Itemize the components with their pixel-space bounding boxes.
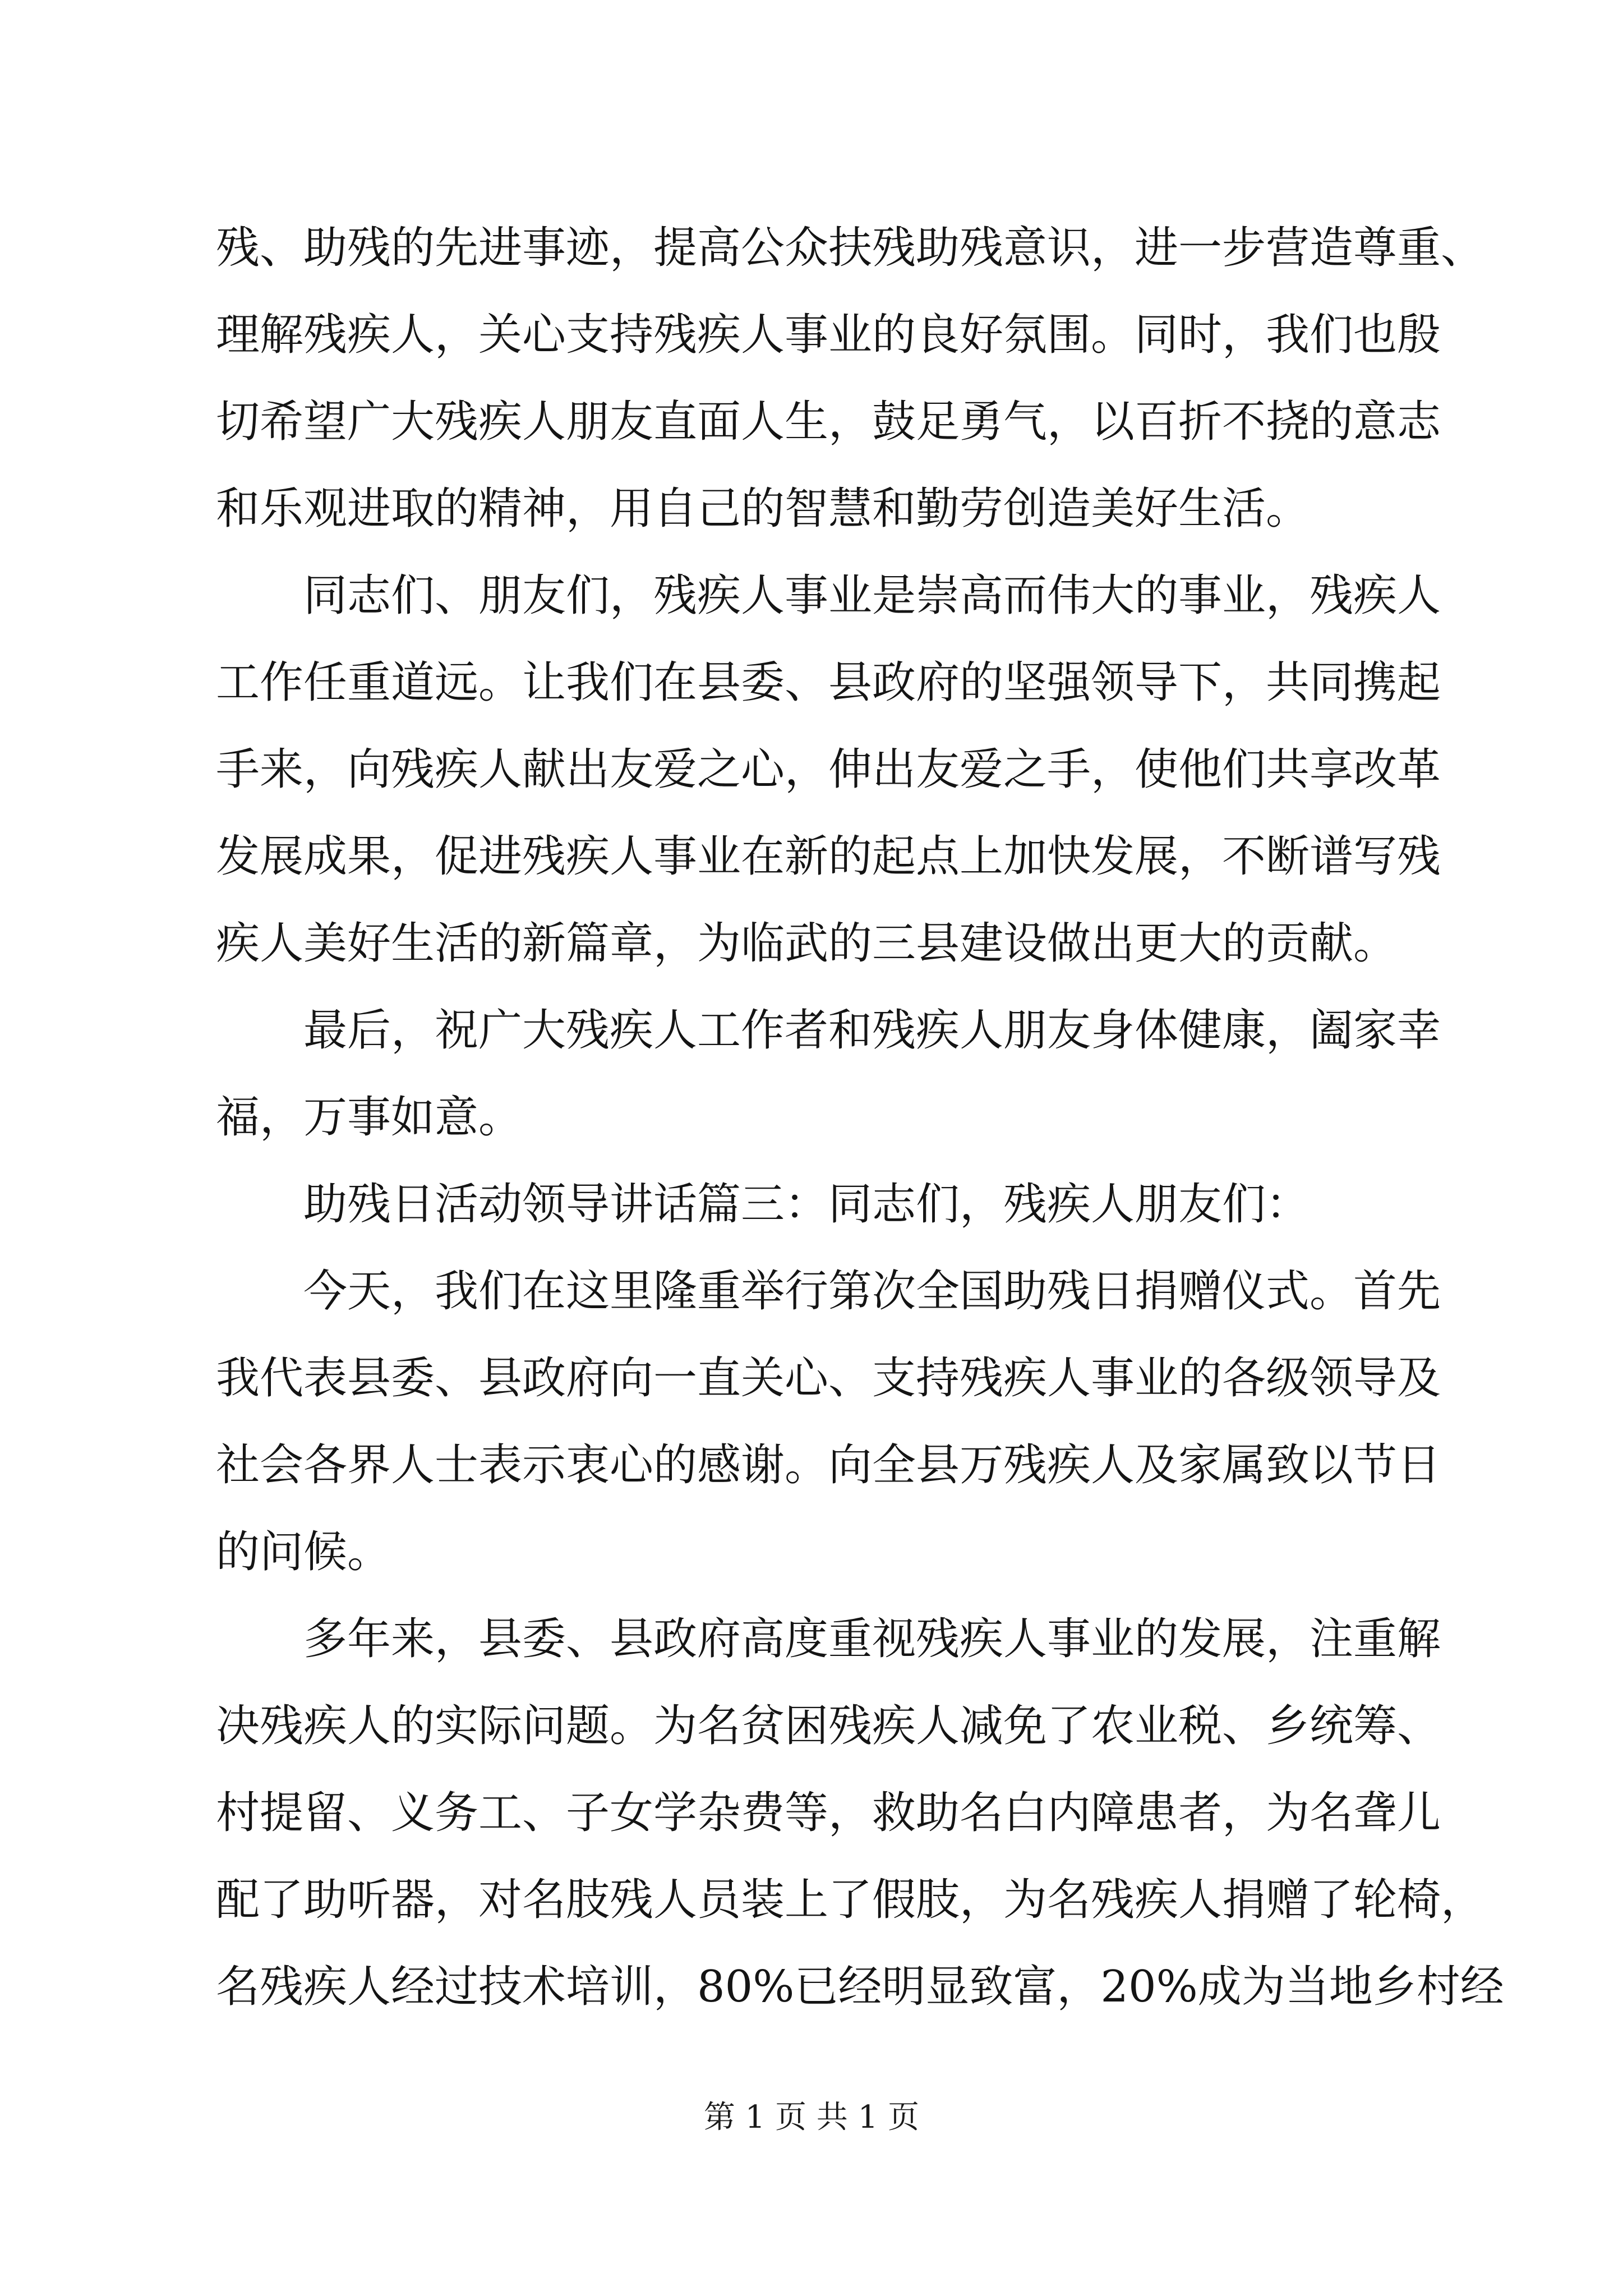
text-line: 多年来，县委、县政府高度重视残疾人事业的发展，注重解 [303,1614,1441,1664]
text-line: 村提留、义务工、子女学杂费等，救助名白内障患者，为名聋儿 [216,1788,1441,1838]
text-line: 工作任重道远。让我们在县委、县政府的坚强领导下，共同携起 [216,657,1441,708]
paragraph [216,987,1441,1161]
text-line: 发展成果，促进残疾人事业在新的起点上加快发展，不断谱写残 [216,831,1441,882]
text-line: 和乐观进取的精神，用自己的智慧和勤劳创造美好生活。 [216,484,1310,534]
text-line: 我代表县委、县政府向一直关心、支持残疾人事业的各级领导及 [216,1353,1441,1404]
text-line: 疾人美好生活的新篇章，为临武的三县建设做出更大的贡献。 [216,918,1398,969]
text-line: 最后，祝广大残疾人工作者和残疾人朋友身体健康，阖家幸 [303,1005,1441,1056]
text-line: 今天，我们在这里隆重举行第次全国助残日捐赠仪式。首先 [303,1266,1441,1317]
text-line: 福，万事如意。 [216,1092,523,1143]
text-line: 同志们、朋友们，残疾人事业是崇高而伟大的事业，残疾人 [303,570,1441,621]
text-line: 配了助听器，对名肢残人员装上了假肢，为名残疾人捐赠了轮椅， [216,1875,1485,1925]
page-footer: 第 1 页 共 1 页 [703,2099,920,2136]
text-line: 助残日活动领导讲话篇三：同志们，残疾人朋友们： [303,1179,1310,1230]
paragraph [216,1596,1504,2031]
paragraph [216,553,1441,987]
text-line: 社会各界人士表示衷心的感谢。向全县万残疾人及家属致以节日 [216,1440,1441,1490]
text-line: 决残疾人的实际问题。为名贫困残疾人减免了农业税、乡统筹、 [216,1701,1441,1751]
text-line: 手来，向残疾人献出友爱之心，伸出友爱之手，使他们共享改革 [216,744,1441,795]
text-line: 的问候。 [216,1527,391,1577]
text-line: 理解残疾人，关心支持残疾人事业的良好氛围。同时，我们也殷 [216,310,1441,360]
paragraph [216,1161,1422,1248]
paragraph [216,205,1485,553]
text-line: 残、助残的先进事迹，提高公众扶残助残意识，进一步营造尊重、 [216,223,1485,273]
text-line: 切希望广大残疾人朋友直面人生，鼓足勇气，以百折不挠的意志 [216,397,1441,447]
paragraph [216,1248,1441,1596]
document-body [216,205,1504,2031]
text-line: 名残疾人经过技术培训，80%已经明显致富，20%成为当地乡村经 [216,1962,1504,2012]
